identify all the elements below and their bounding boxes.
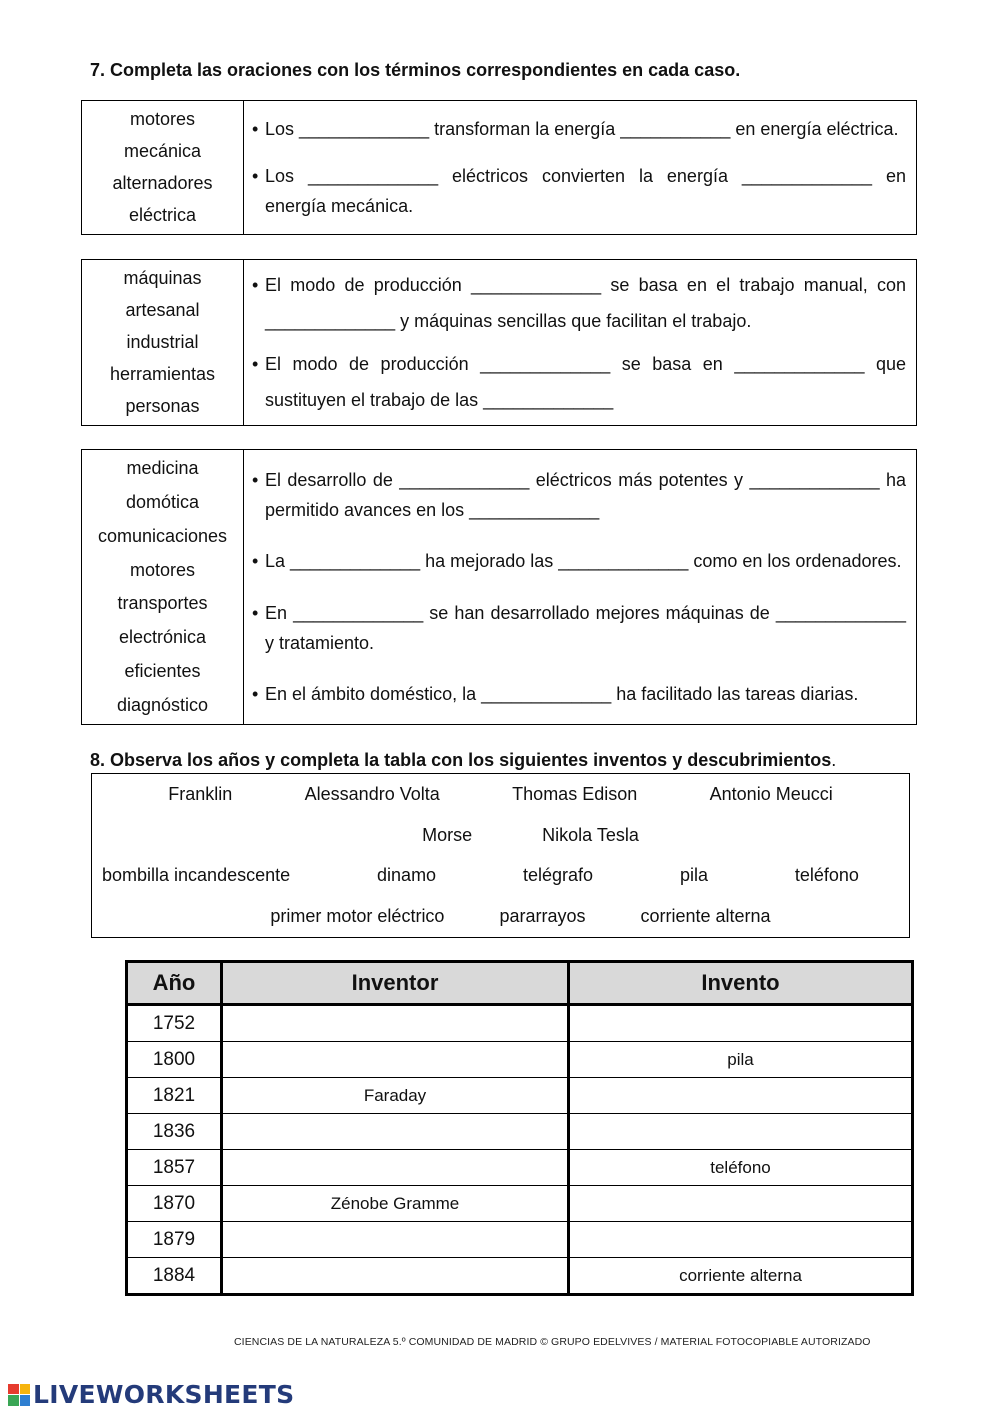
sentence-list-1 (244, 101, 916, 234)
invention-cell[interactable]: teléfono (569, 1150, 913, 1186)
fill-in-sentence[interactable]: • La _____________ ha mejorado las _____________ como en los ordenadores. (252, 546, 906, 576)
word-list-2 (82, 260, 244, 425)
inventions-table (125, 960, 914, 1296)
fill-in-sentence[interactable]: • En _____________ se han desarrollado mejores máquinas de _____________ y tratamiento. (252, 598, 906, 658)
word-item: motores (129, 559, 196, 580)
year-cell: 1800 (127, 1042, 222, 1078)
bank-word[interactable]: Morse (422, 824, 473, 845)
fill-in-sentence[interactable]: • En el ámbito doméstico, la _____________ ha facilitado las tareas diarias. (252, 679, 906, 709)
fill-in-sentence[interactable]: • Los _____________ eléctricos convierten la energía _____________ en energía mecánica. (252, 161, 906, 221)
bank-word[interactable]: Franklin (168, 783, 233, 804)
liveworksheets-logo-icon (8, 1384, 30, 1406)
invention-cell[interactable] (569, 1186, 913, 1222)
table-row (127, 1078, 913, 1114)
invention-cell[interactable] (569, 1222, 913, 1258)
word-item: artesanal (125, 299, 200, 320)
word-item: industrial (126, 331, 199, 352)
fill-in-sentence[interactable]: • El modo de producción _____________ se basa en el trabajo manual, con _____________ y máquinas sencillas que facilitan el trabajo. (252, 267, 906, 339)
table-row (127, 1042, 913, 1078)
year-cell: 1857 (127, 1150, 222, 1186)
word-item: eficientes (124, 660, 201, 681)
header-year: Año (127, 962, 222, 1005)
question-7-title: 7. Completa las oraciones con los términos correspondientes en cada caso. (90, 60, 741, 80)
table-row (127, 1186, 913, 1222)
inventor-cell[interactable] (222, 1258, 569, 1295)
q7-box-3 (81, 449, 917, 725)
inventor-cell[interactable]: Zénobe Gramme (222, 1186, 569, 1222)
year-cell: 1752 (127, 1005, 222, 1042)
inventor-cell[interactable] (222, 1114, 569, 1150)
copyright-footer: CIENCIAS DE LA NATURALEZA 5.º COMUNIDAD DE MADRID © GRUPO EDELVIVES / MATERIAL FOTOCOPIABLE AUTORIZADO (234, 1336, 871, 1348)
inventor-cell[interactable] (222, 1042, 569, 1078)
bank-word[interactable]: dinamo (377, 865, 437, 886)
table-header-row (127, 962, 913, 1005)
word-item: transportes (117, 593, 208, 614)
bank-word[interactable]: bombilla incandescente (102, 865, 291, 886)
word-item: alternadores (112, 173, 213, 194)
word-item: máquinas (123, 267, 202, 288)
word-item: motores (129, 108, 196, 129)
table-row (127, 1114, 913, 1150)
bank-word[interactable]: teléfono (794, 865, 859, 886)
bank-word[interactable]: Thomas Edison (512, 783, 638, 804)
header-invention: Invento (569, 962, 913, 1005)
question-8-title-text: 8. Observa los años y completa la tabla con los siguientes inventos y descubrimientos (90, 750, 832, 770)
word-item: domótica (125, 492, 200, 513)
table-row (127, 1258, 913, 1295)
word-bank-row-inventors-2 (102, 825, 899, 846)
bank-word[interactable]: pararrayos (499, 906, 586, 927)
bank-word[interactable]: Alessandro Volta (304, 783, 440, 804)
inventor-cell[interactable] (222, 1222, 569, 1258)
bank-word[interactable]: telégrafo (522, 865, 594, 886)
bank-word[interactable]: corriente alterna (640, 906, 771, 927)
question-8-title-period: . (831, 750, 837, 770)
inventor-cell[interactable] (222, 1150, 569, 1186)
word-item: mecánica (123, 140, 202, 161)
year-cell: 1821 (127, 1078, 222, 1114)
word-item: comunicaciones (97, 525, 228, 546)
header-inventor: Inventor (222, 962, 569, 1005)
q7-box-2 (81, 259, 917, 426)
year-cell: 1884 (127, 1258, 222, 1295)
q7-box-1 (81, 100, 917, 235)
word-bank-row-inventors (102, 784, 899, 805)
sentence-list-2 (244, 260, 916, 425)
year-cell: 1870 (127, 1186, 222, 1222)
year-cell: 1836 (127, 1114, 222, 1150)
inventor-cell[interactable]: Faraday (222, 1078, 569, 1114)
invention-cell[interactable]: corriente alterna (569, 1258, 913, 1295)
year-cell: 1879 (127, 1222, 222, 1258)
fill-in-sentence[interactable]: • El desarrollo de _____________ eléctricos más potentes y _____________ ha permitido avances en los _____________ (252, 465, 906, 525)
fill-in-sentence[interactable]: • El modo de producción _____________ se basa en _____________ que sustituyen el trabajo de las _____________ (252, 346, 906, 418)
word-list-1 (82, 101, 244, 234)
invention-cell[interactable] (569, 1078, 913, 1114)
liveworksheets-logo (8, 1380, 294, 1409)
word-item: medicina (126, 458, 199, 479)
table-row (127, 1222, 913, 1258)
fill-in-sentence[interactable]: • Los _____________ transforman la energía ___________ en energía eléctrica. (252, 114, 906, 144)
question-8-title (90, 750, 836, 771)
table-row (127, 1150, 913, 1186)
sentence-list-3 (244, 450, 916, 724)
word-bank (91, 773, 910, 938)
bank-word[interactable]: primer motor eléctrico (270, 906, 445, 927)
table-row (127, 1005, 913, 1042)
brand-name: LIVEWORKSHEETS (33, 1380, 295, 1409)
bank-word[interactable]: Nikola Tesla (542, 824, 639, 845)
invention-cell[interactable] (569, 1114, 913, 1150)
bank-word[interactable]: Antonio Meucci (709, 783, 833, 804)
inventor-cell[interactable] (222, 1005, 569, 1042)
word-bank-row-inventions (102, 865, 899, 886)
word-item: herramientas (109, 364, 216, 385)
word-item: personas (125, 396, 200, 417)
word-item: diagnóstico (116, 694, 209, 715)
invention-cell[interactable] (569, 1005, 913, 1042)
bank-word[interactable]: pila (679, 865, 708, 886)
invention-cell[interactable]: pila (569, 1042, 913, 1078)
word-item: eléctrica (128, 205, 197, 226)
word-bank-row-inventions-2 (102, 906, 899, 927)
word-list-3 (82, 450, 244, 724)
word-item: electrónica (118, 627, 207, 648)
